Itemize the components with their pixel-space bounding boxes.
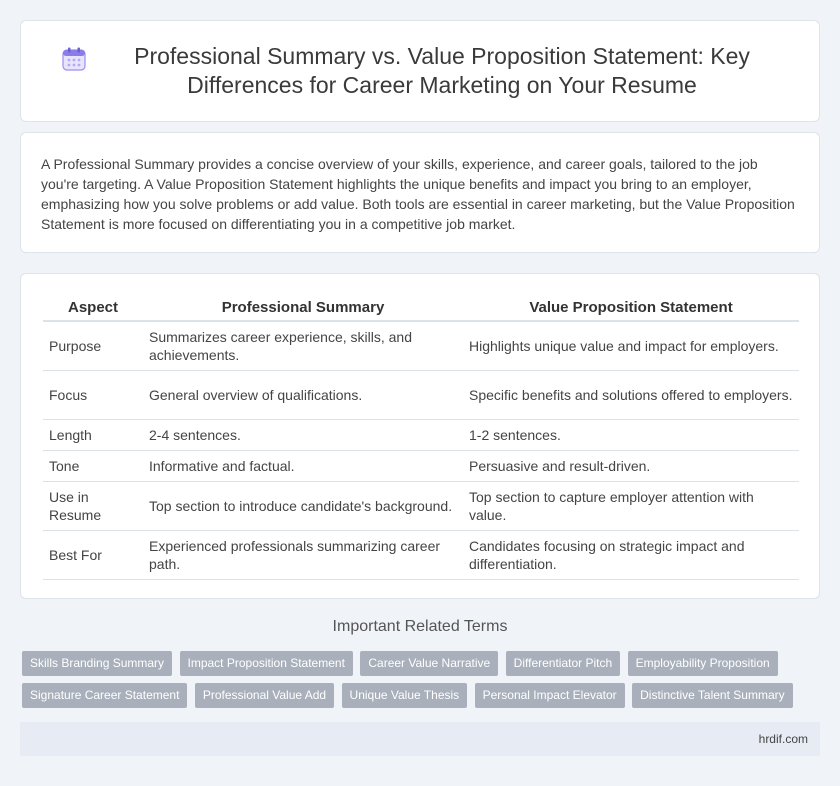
header-value-proposition: Value Proposition Statement (463, 292, 799, 322)
footer (20, 722, 820, 756)
cell-professional-summary: Summarizes career experience, skills, and achievements. (143, 322, 463, 371)
related-term-tag[interactable]: Skills Branding Summary (22, 651, 172, 676)
cell-professional-summary: Experienced professionals summarizing career path. (143, 531, 463, 580)
cell-value-proposition: Highlights unique value and impact for employers. (463, 322, 799, 371)
table-row (43, 531, 799, 580)
cell-professional-summary: Top section to introduce candidate's background. (143, 482, 463, 531)
table-row (43, 322, 799, 371)
cell-aspect: Best For (43, 531, 143, 580)
cell-aspect: Tone (43, 451, 143, 482)
cell-aspect: Length (43, 420, 143, 451)
cell-aspect: Purpose (43, 322, 143, 371)
cell-professional-summary: General overview of qualifications. (143, 371, 463, 420)
header-professional-summary: Professional Summary (143, 292, 463, 322)
title-card (20, 20, 820, 122)
related-term-tag[interactable]: Signature Career Statement (22, 683, 187, 708)
calendar-icon (61, 46, 87, 72)
table-row (43, 371, 799, 420)
related-term-tag[interactable]: Employability Proposition (628, 651, 778, 676)
table-row (43, 451, 799, 482)
cell-value-proposition: 1-2 sentences. (463, 420, 799, 451)
related-term-tag[interactable]: Differentiator Pitch (506, 651, 621, 676)
related-term-tag[interactable]: Personal Impact Elevator (475, 683, 625, 708)
related-term-tag[interactable]: Impact Proposition Statement (180, 651, 353, 676)
table-header-row (43, 292, 799, 322)
cell-value-proposition: Candidates focusing on strategic impact and differentiation. (463, 531, 799, 580)
footer-site-link[interactable]: hrdif.com (758, 732, 808, 746)
page-title: Professional Summary vs. Value Proposition Statement: Key Differences for Career Marketing on Your Resume (134, 43, 750, 98)
intro-card (20, 132, 820, 253)
intro-text: A Professional Summary provides a concise overview of your skills, experience, and career goals, tailored to the job you're targeting. A Value Proposition Statement highlights the unique benefits and impact you bring to an employer, emphasizing how you solve problems or add value. Both tools are essential in career marketing, but the Value Proposition Statement is more focused on differentiating you in a competitive job market. (41, 156, 795, 232)
related-term-tag[interactable]: Unique Value Thesis (342, 683, 468, 708)
related-term-tag[interactable]: Career Value Narrative (360, 651, 498, 676)
cell-value-proposition: Persuasive and result-driven. (463, 451, 799, 482)
table-row (43, 482, 799, 531)
cell-value-proposition: Top section to capture employer attention with value. (463, 482, 799, 531)
cell-professional-summary: Informative and factual. (143, 451, 463, 482)
cell-professional-summary: 2-4 sentences. (143, 420, 463, 451)
cell-aspect: Focus (43, 371, 143, 420)
related-term-tag[interactable]: Distinctive Talent Summary (632, 683, 793, 708)
related-terms-tags (22, 651, 812, 715)
related-terms-title: Important Related Terms (332, 618, 508, 635)
header-aspect: Aspect (43, 292, 143, 322)
title-wrap (21, 42, 819, 100)
table-row (43, 420, 799, 451)
comparison-table (43, 292, 799, 580)
cell-aspect: Use in Resume (43, 482, 143, 531)
comparison-table-card (20, 273, 820, 599)
related-term-tag[interactable]: Professional Value Add (195, 683, 334, 708)
cell-value-proposition: Specific benefits and solutions offered to employers. (463, 371, 799, 420)
